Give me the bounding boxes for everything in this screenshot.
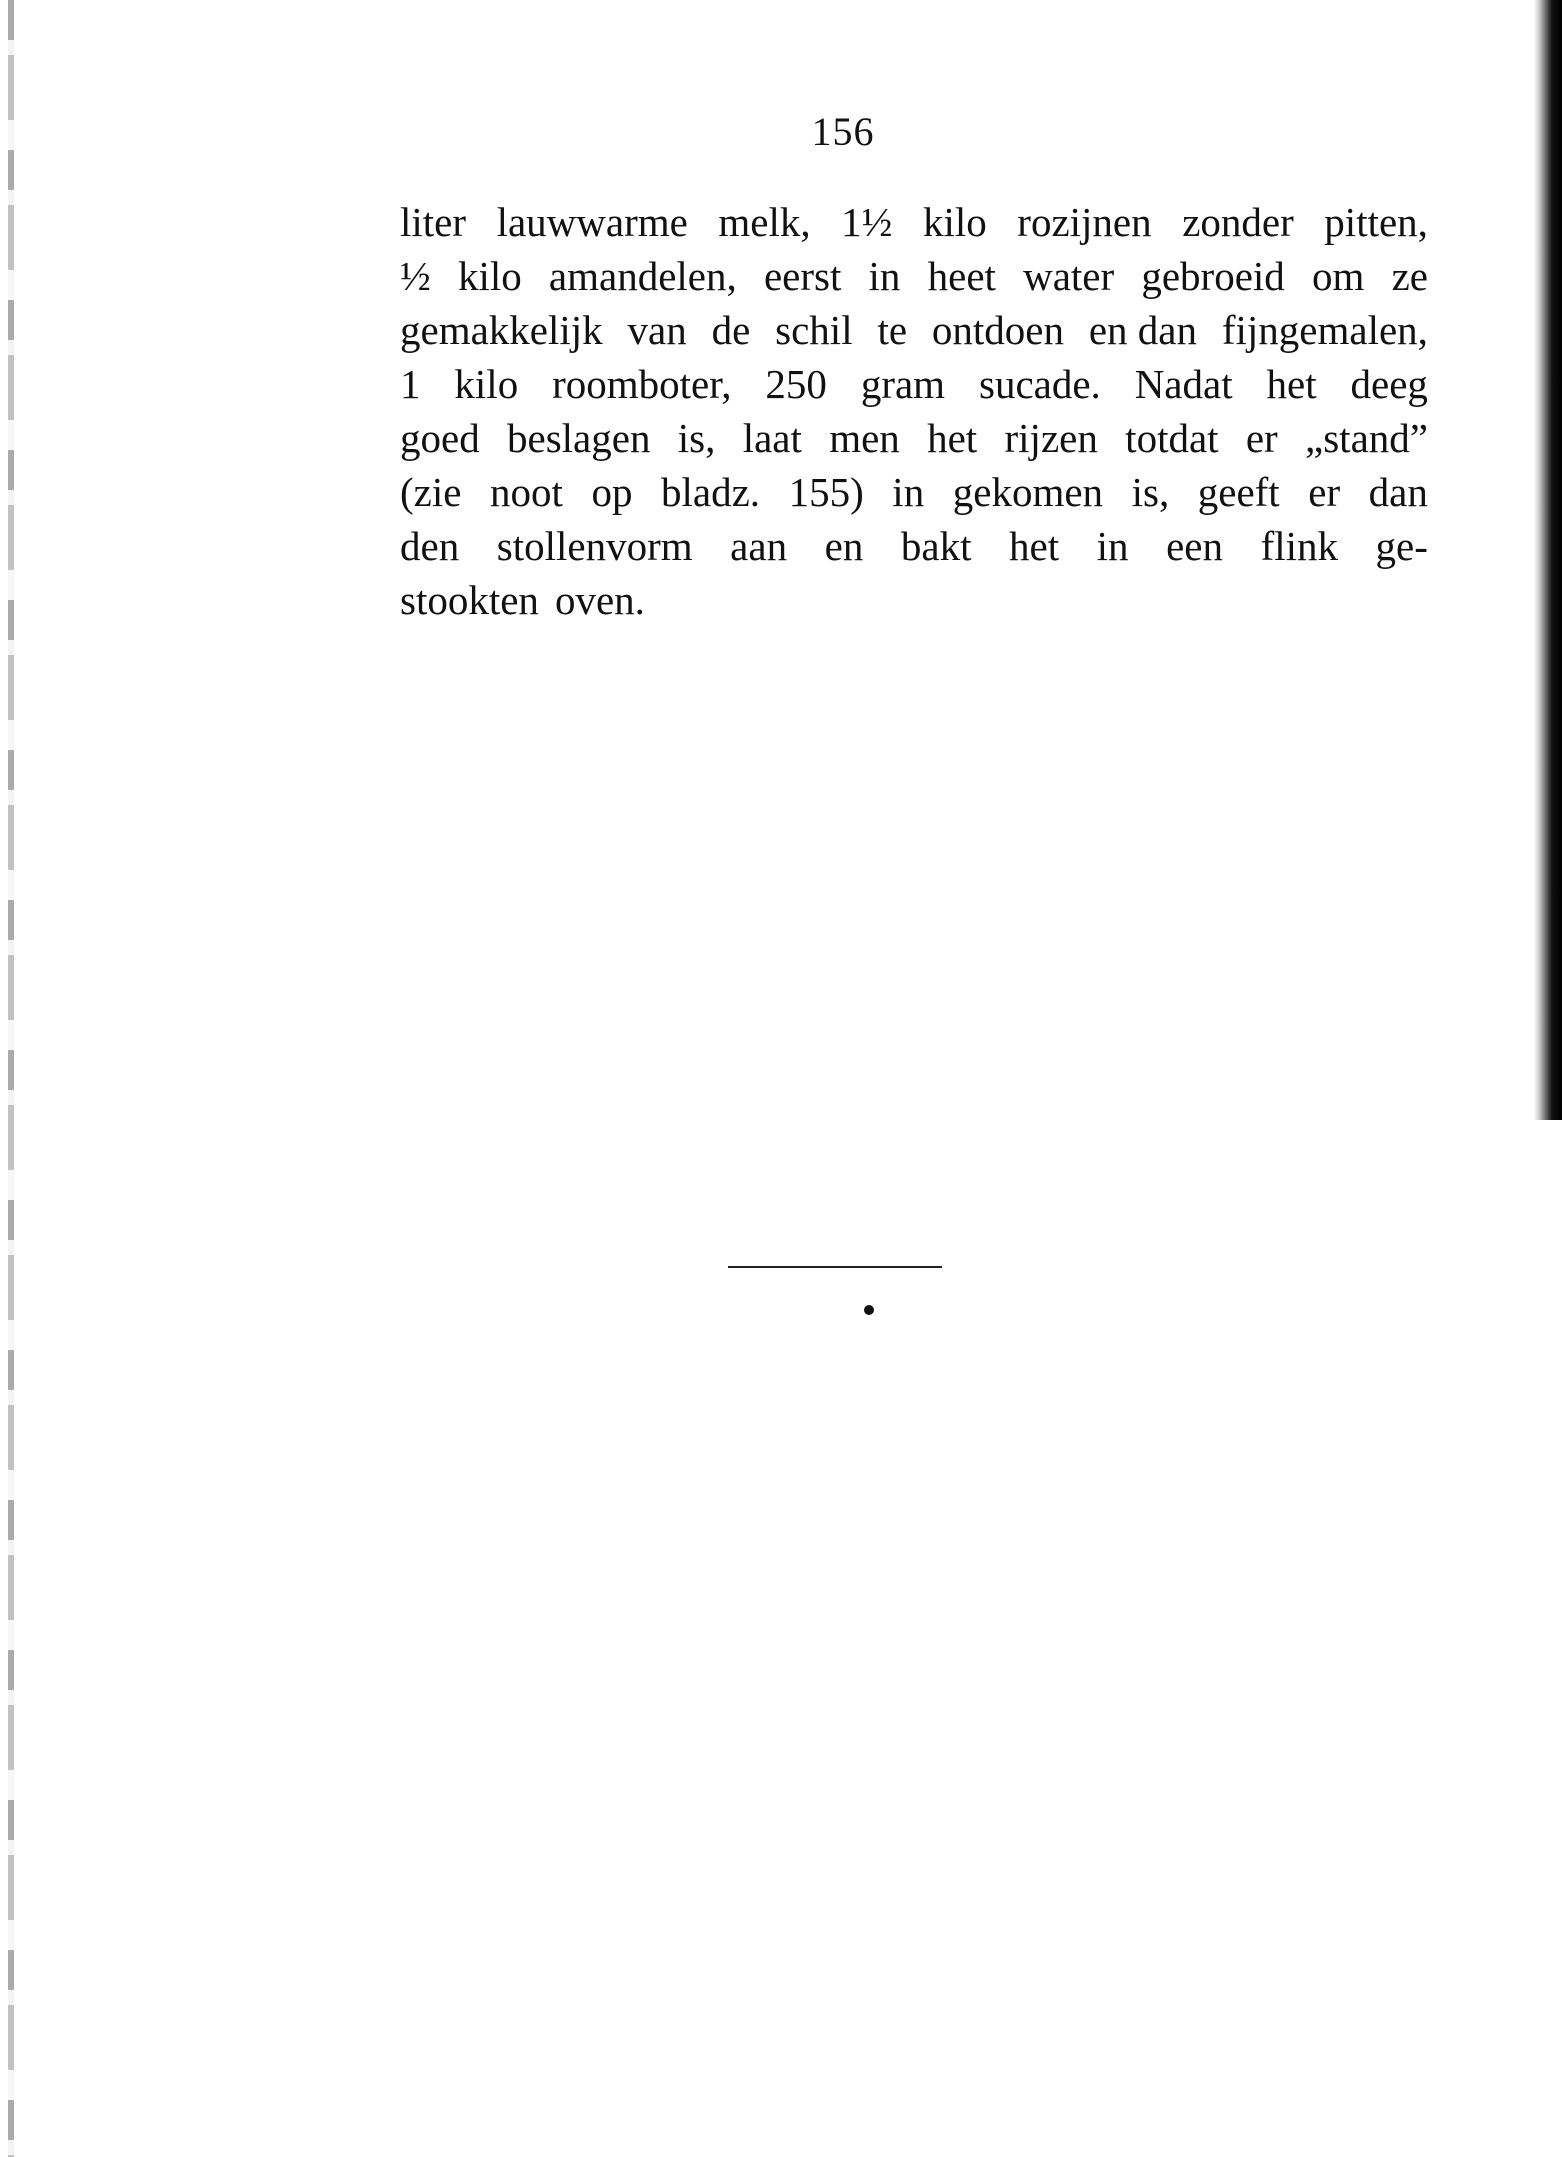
word: en dan — [1088, 307, 1198, 353]
word: stookten — [400, 577, 539, 623]
word: gekomen — [952, 469, 1104, 515]
word: schil — [775, 307, 853, 353]
word: de — [711, 307, 751, 353]
word: beslagen — [507, 415, 651, 461]
word: stollenvorm — [496, 523, 693, 569]
text-line — [400, 357, 1428, 411]
word: zonder — [1182, 199, 1294, 245]
word: ½ — [400, 253, 431, 299]
word: water — [1023, 253, 1115, 299]
word: het — [1266, 361, 1317, 407]
word: in — [892, 469, 925, 515]
word: het — [1009, 523, 1060, 569]
word: van — [627, 307, 687, 353]
text-line — [400, 411, 1428, 465]
word: 155) — [788, 469, 864, 515]
word: rijzen — [1004, 415, 1098, 461]
word: pitten, — [1324, 199, 1428, 245]
word: flink — [1260, 523, 1338, 569]
word: er — [1308, 469, 1341, 515]
text-line — [400, 249, 1428, 303]
word: is, — [677, 415, 716, 461]
text-line — [400, 195, 1428, 249]
word: in — [1096, 523, 1129, 569]
scan-edge-left — [8, 0, 14, 2157]
word: kilo — [922, 199, 987, 245]
word: „stand” — [1305, 415, 1428, 461]
word: een — [1166, 523, 1224, 569]
word: ontdoen — [931, 307, 1064, 353]
word: roomboter, — [552, 361, 732, 407]
section-divider — [728, 1266, 942, 1268]
word: lauwwarme — [496, 199, 688, 245]
text-line — [400, 519, 1428, 573]
text-line — [400, 573, 1428, 627]
word: gemakkelijk — [400, 307, 603, 353]
word: gram — [860, 361, 946, 407]
text-line — [400, 303, 1428, 357]
word: totdat — [1125, 415, 1219, 461]
word: Nadat — [1134, 361, 1233, 407]
page-number: 156 — [811, 109, 875, 154]
word: rozijnen — [1017, 199, 1152, 245]
word: sucade. — [978, 361, 1101, 407]
word: kilo — [454, 361, 519, 407]
word: eerst — [763, 253, 842, 299]
word: er — [1245, 415, 1278, 461]
word: (zie — [400, 469, 462, 515]
word: 1 — [400, 361, 421, 407]
word: melk, — [718, 199, 811, 245]
word: in — [868, 253, 901, 299]
word: is, — [1131, 469, 1170, 515]
word: oven. — [554, 577, 645, 623]
word: den — [400, 523, 460, 569]
word: goed — [400, 415, 480, 461]
ornament-dot — [864, 1305, 874, 1315]
word: ze — [1391, 253, 1428, 299]
word: laat — [742, 415, 802, 461]
word: het — [927, 415, 978, 461]
body-text — [400, 195, 1428, 627]
word: aan — [730, 523, 788, 569]
word: men — [829, 415, 900, 461]
word: 250 — [765, 361, 827, 407]
word: geeft — [1197, 469, 1280, 515]
word: ge- — [1375, 523, 1428, 569]
word: fijngemalen, — [1221, 307, 1428, 353]
word: op — [591, 469, 633, 515]
word: liter — [400, 199, 467, 245]
word: om — [1312, 253, 1365, 299]
word: amandelen, — [548, 253, 737, 299]
word: gebroeid — [1141, 253, 1285, 299]
scan-edge-right — [1534, 0, 1562, 1120]
word: kilo — [457, 253, 522, 299]
word: noot — [490, 469, 563, 515]
text-line — [400, 465, 1428, 519]
word: bladz. — [661, 469, 761, 515]
word: dan — [1368, 469, 1428, 515]
word: bakt — [900, 523, 972, 569]
word: te — [877, 307, 908, 353]
word: 1½ — [841, 199, 893, 245]
word: en — [824, 523, 864, 569]
word: heet — [927, 253, 996, 299]
word: deeg — [1350, 361, 1428, 407]
